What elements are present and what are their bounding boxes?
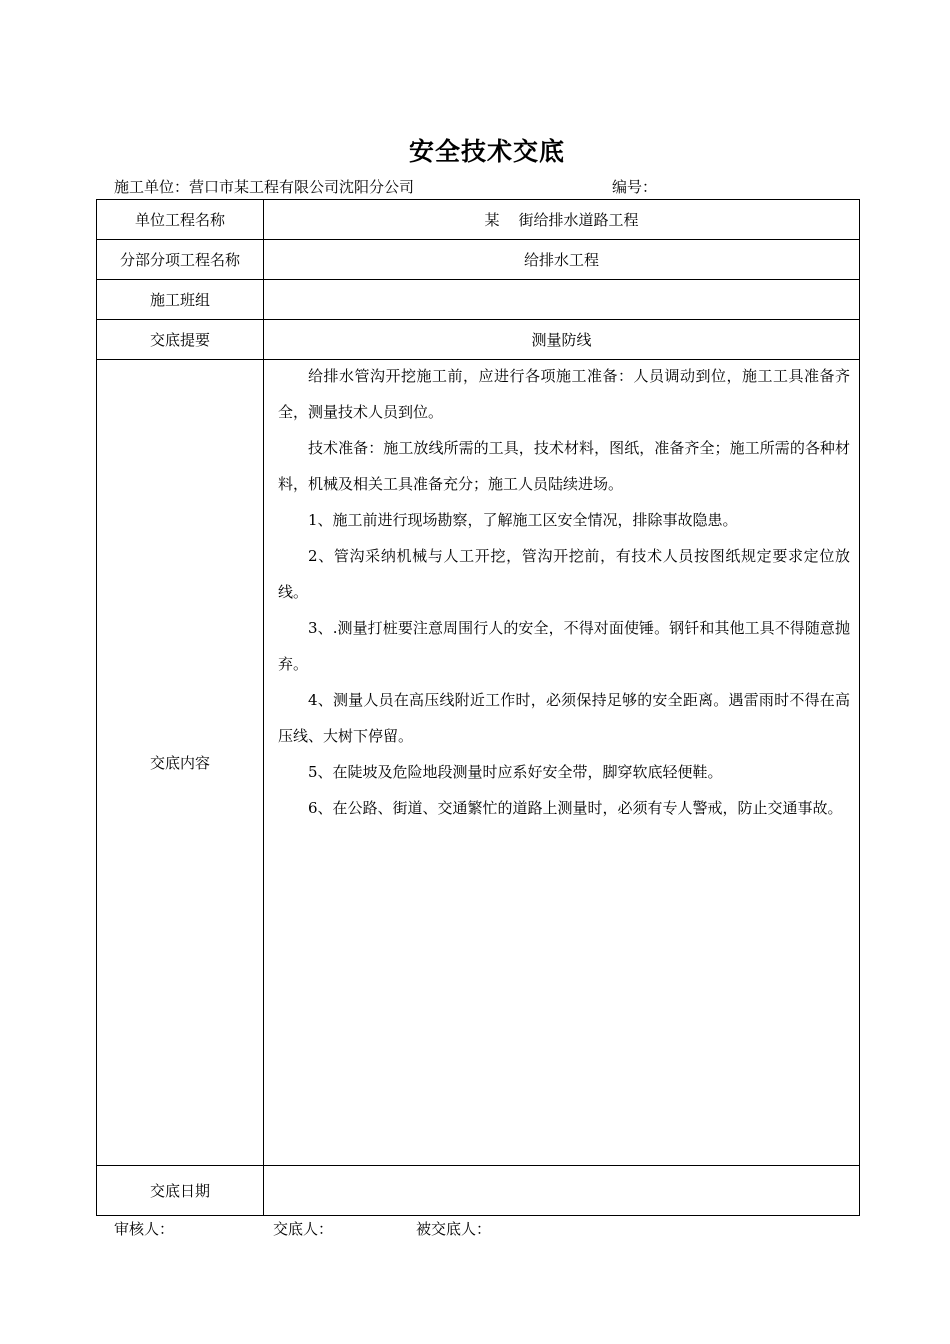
content-label: 交底内容 <box>97 360 264 1166</box>
summary-label: 交底提要 <box>97 320 264 360</box>
project-name-label: 单位工程名称 <box>97 200 264 240</box>
table-row <box>97 200 860 240</box>
construction-unit-label: 施工单位： <box>114 178 190 196</box>
summary-value: 测量防线 <box>264 320 860 360</box>
construction-unit <box>114 176 414 197</box>
content-paragraph: 5、在陡坡及危险地段测量时应系好安全带，脚穿软底轻便鞋。 <box>308 763 723 781</box>
content-paragraph: 6、在公路、街道、交通繁忙的道路上测量时，必须有专人警戒，防止交通事故。 <box>308 799 843 817</box>
date-label: 交底日期 <box>97 1166 264 1216</box>
date-value <box>264 1166 860 1216</box>
content-paragraphs <box>264 358 859 826</box>
document-number-label: 编号： <box>612 178 658 196</box>
team-value <box>264 280 860 320</box>
project-name-text: 某 街给排水道路工程 <box>484 211 639 229</box>
project-name-value <box>264 200 860 240</box>
table-row <box>97 1166 860 1216</box>
document-title: 安全技术交底 <box>408 137 565 166</box>
discloser-label: 交底人： <box>273 1220 334 1238</box>
construction-unit-value: 营口市某工程有限公司沈阳分公司 <box>189 178 415 196</box>
receiver-label: 被交底人： <box>416 1220 492 1238</box>
sub-project-label: 分部分项工程名称 <box>97 240 264 280</box>
disclosure-table <box>96 199 860 1216</box>
content-paragraph: 给排水管沟开挖施工前，应进行各项施工准备：人员调动到位，施工工具准备齐全，测量技术人员到位。 <box>278 367 850 421</box>
table-row <box>97 320 860 360</box>
content-body <box>264 360 860 1166</box>
content-paragraph: 4、测量人员在高压线附近工作时，必须保持足够的安全距离。遇雷雨时不得在高压线、大树下停留。 <box>278 691 850 745</box>
team-label: 施工班组 <box>97 280 264 320</box>
table-row <box>97 240 860 280</box>
content-paragraph: 技术准备：施工放线所需的工具，技术材料，图纸，准备齐全；施工所需的各种材料，机械及相关工具准备充分；施工人员陆续进场。 <box>278 439 850 493</box>
sub-project-value: 给排水工程 <box>264 240 860 280</box>
reviewer-label: 审核人： <box>114 1220 175 1238</box>
content-paragraph: 2、管沟采纳机械与人工开挖，管沟开挖前，有技术人员按图纸规定要求定位放线。 <box>278 547 850 601</box>
content-paragraph: 3、.测量打桩要注意周围行人的安全，不得对面使锤。钢钎和其他工具不得随意抛弃。 <box>278 619 850 673</box>
content-paragraph: 1、施工前进行现场勘察，了解施工区安全情况，排除事故隐患。 <box>308 511 738 529</box>
table-row <box>97 360 860 1166</box>
table-row <box>97 280 860 320</box>
